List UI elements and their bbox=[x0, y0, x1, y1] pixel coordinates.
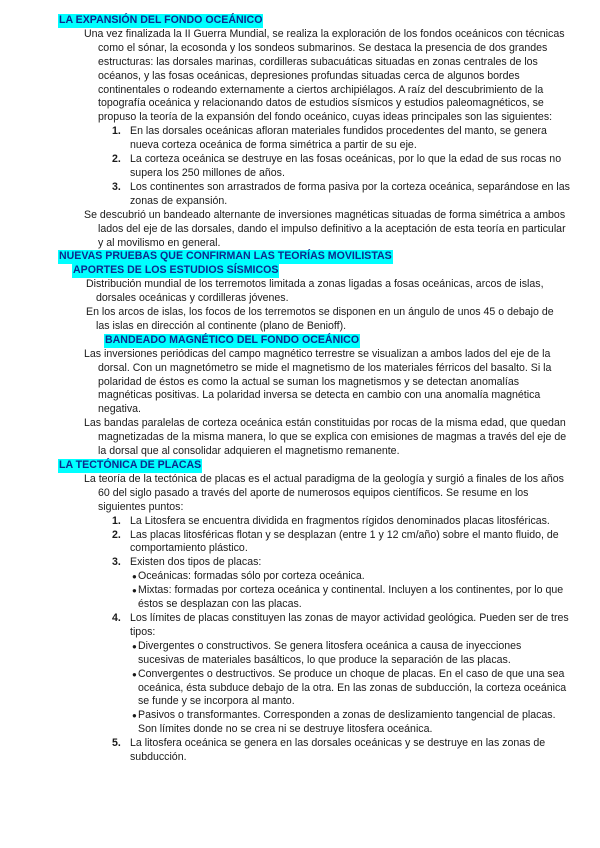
list-item bbox=[112, 153, 570, 181]
paragraph: La teoría de la tectónica de placas es el actual paradigma de la geología y surgió a finales de los años 60 del siglo pasado a través del aporte de numerosos equipos científicos. Se resume en los siguientes puntos: bbox=[84, 472, 564, 513]
subheading: APORTES DE LOS ESTUDIOS SÍSMICOS bbox=[73, 264, 279, 277]
section-heading-row bbox=[58, 250, 600, 264]
bullet-item bbox=[132, 640, 570, 668]
list-item-text: Los límites de placas constituyen las zonas de mayor actividad geológica. Pueden ser de tres tipos: bbox=[130, 611, 569, 638]
bullet-icon: ● bbox=[132, 572, 137, 582]
section-heading-row bbox=[58, 459, 600, 473]
subheading-row bbox=[104, 334, 600, 348]
list-item bbox=[112, 529, 570, 557]
bullet-item bbox=[132, 584, 570, 612]
bullet-icon: ● bbox=[132, 711, 137, 721]
bullet-item bbox=[132, 668, 570, 710]
list-number: 1. bbox=[112, 514, 121, 527]
list-item bbox=[112, 737, 570, 765]
section-heading: NUEVAS PRUEBAS QUE CONFIRMAN LAS TEORÍAS MOVILISTAS bbox=[59, 250, 392, 263]
list-number: 2. bbox=[112, 153, 121, 166]
list-number: 1. bbox=[112, 125, 121, 138]
bullet-item bbox=[132, 570, 570, 584]
list-item-text: Las placas litosféricas flotan y se desplazan (entre 1 y 12 cm/año) sobre el manto fluido, de comportamiento plástico. bbox=[130, 528, 559, 555]
numbered-list bbox=[112, 737, 600, 765]
subheading: BANDEADO MAGNÉTICO DEL FONDO OCEÁNICO bbox=[105, 333, 360, 346]
paragraph: En los arcos de islas, los focos de los terremotos se disponen en un ángulo de unos 45 o debajo de las islas en dirección al continente (plano de Benioff). bbox=[86, 306, 554, 332]
list-number: 3. bbox=[112, 180, 121, 193]
bullet-text: Convergentes o destructivos. Se produce un choque de placas. En el caso de que una sea oceánica, ésta subduce debajo de la otra. En las zonas de subducción, la corteza oceánica se funde y se incorpora al manto. bbox=[138, 667, 567, 708]
section-heading: LA TECTÓNICA DE PLACAS bbox=[59, 459, 202, 471]
list-item-text: La Litosfera se encuentra dividida en fragmentos rígidos denominados placas litosféricas. bbox=[130, 514, 550, 527]
subheading-row bbox=[72, 264, 600, 278]
bullet-icon: ● bbox=[132, 641, 137, 651]
list-item bbox=[112, 181, 570, 209]
list-item-text: La corteza oceánica se destruye en las fosas oceánicas, por lo que la edad de sus rocas no supera los 250 millones de años. bbox=[130, 153, 562, 179]
bullet-icon: ● bbox=[132, 669, 137, 679]
list-number: 2. bbox=[112, 528, 121, 541]
list-item-text: Los continentes son arrastrados de forma pasiva por la corteza oceánica, separándose en las zonas de expansión. bbox=[130, 180, 570, 207]
paragraph: Las bandas paralelas de corteza oceánica están constituidas por rocas de la misma edad, que quedan magnetizadas de la misma manera, lo que se explica con emisiones de magmas a través del eje de la dorsal que al consolidar adquieren el magnetismo remanente. bbox=[84, 417, 567, 458]
bullet-text: Oceánicas: formadas sólo por corteza oceánica. bbox=[138, 570, 365, 583]
numbered-list bbox=[112, 612, 600, 640]
numbered-list bbox=[112, 515, 600, 571]
bullet-text: Divergentes o constructivos. Se genera litosfera oceánica a causa de inyecciones sucesivas de materiales basálticos, lo que produce la separación de las placas. bbox=[138, 639, 522, 666]
list-item bbox=[112, 515, 570, 529]
list-item-text: Existen dos tipos de placas: bbox=[130, 556, 262, 569]
list-item-text: La litosfera oceánica se genera en las dorsales oceánicas y se destruye en las zonas de subducción. bbox=[130, 737, 546, 764]
paragraph: Las inversiones periódicas del campo magnético terrestre se visualizan a ambos lados del eje de la dorsal. Con un magnetómetro se mide el magnetismo de los materiales férricos del basalto. Si la polaridad de éstos es como la actual se suman los magnetismos y se detectan anomalías magnéticas positivas. La polaridad inversa se detecta en cambio con una anomalía magnética negativa. bbox=[84, 347, 552, 416]
section-heading-row bbox=[58, 14, 600, 28]
list-item-text: En las dorsales oceánicas afloran materiales fundidos procedentes del manto, se genera nueva corteza oceánica de forma simétrica a partir de su eje. bbox=[130, 125, 547, 152]
paragraph: Una vez finalizada la II Guerra Mundial, se realiza la exploración de los fondos oceánicos con técnicas como el sónar, la ecosonda y los sondeos submarinos. Se destaca la presencia de dos grandes estructuras: las dorsales marinas, cordilleras subacuáticas situadas en zonas centrales de los océanos, y las fosas oceánicas, depresiones profundas situadas cerca de algunos bordes continentales o rodeando externamente a ciertos archipiélagos. A raíz del descubrimiento de la topografía oceánica y relacionando datos de estudios sísmicos y estudios paleomagnéticos, se propuso la teoría de la expansión del fondo oceánico, cuyas ideas principales son las siguientes: bbox=[84, 27, 565, 124]
list-number: 5. bbox=[112, 737, 121, 750]
list-item bbox=[112, 612, 570, 640]
list-number: 3. bbox=[112, 556, 121, 569]
list-number: 4. bbox=[112, 611, 121, 624]
list-item bbox=[112, 556, 570, 570]
bullet-icon: ● bbox=[132, 586, 137, 596]
paragraph: Se descubrió un bandeado alternante de inversiones magnéticas situadas de forma simétrica a ambos lados del eje de las dorsales, dando el impulso definitivo a la aceptación de esta teoría en particular y al movilismo en general. bbox=[84, 208, 566, 249]
bullet-item bbox=[132, 709, 570, 737]
paragraph: Distribución mundial de los terremotos limitada a zonas ligadas a fosas oceánicas, arcos de islas, dorsales oceánicas y cordilleras jóvenes. bbox=[86, 278, 544, 305]
section-heading: LA EXPANSIÓN DEL FONDO OCEÁNICO bbox=[59, 14, 263, 26]
bullet-text: Pasivos o transformantes. Corresponden a zonas de deslizamiento tangencial de placas. Son límites donde no se crea ni se destruye litosfera oceánica. bbox=[138, 709, 556, 736]
numbered-list bbox=[112, 125, 600, 208]
list-item bbox=[112, 125, 570, 153]
bullet-text: Mixtas: formadas por corteza oceánica y continental. Incluyen a los continentes, por lo que éstos se desplazan con las placas. bbox=[138, 584, 564, 611]
